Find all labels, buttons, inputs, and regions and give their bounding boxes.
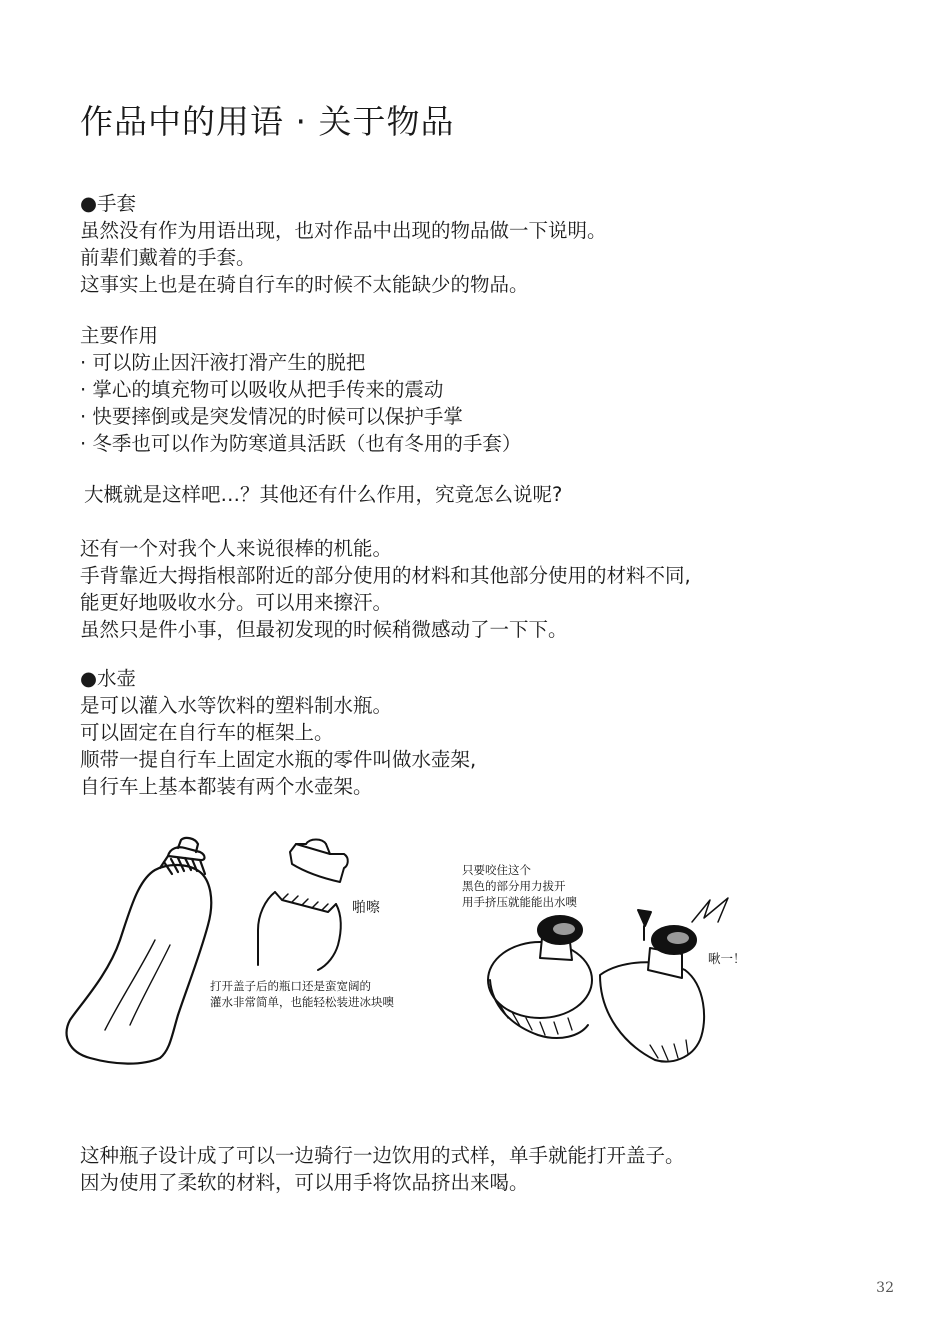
bottle-cap-open-drawing xyxy=(600,898,728,1062)
paragraph-line: 前辈们戴着的手套。 xyxy=(80,246,256,269)
paragraph-line: 顺带一提自行车上固定水瓶的零件叫做水壶架, xyxy=(80,748,477,771)
bottle-cap-closed-drawing xyxy=(488,916,592,1038)
page-number: 32 xyxy=(876,1280,894,1296)
uses-heading: 主要作用 xyxy=(80,324,159,347)
sfx-click: 啪嚓 xyxy=(352,900,380,916)
caption-line: 灌水非常简单，也能轻松装进冰块噢 xyxy=(210,995,394,1009)
closing-line: 这种瓶子设计成了可以一边骑行一边饮用的式样，单手就能打开盖子。 xyxy=(80,1144,685,1167)
caption-line: 打开盖子后的瓶口还是蛮宽阔的 xyxy=(210,979,371,993)
closing-line: 因为使用了柔软的材料，可以用手将饮品挤出来喝。 xyxy=(80,1171,529,1194)
water-bottle-drawing xyxy=(67,838,212,1064)
paragraph-line: 这事实上也是在骑自行车的时候不太能缺少的物品。 xyxy=(80,273,529,296)
list-item: · 快要摔倒或是突发情况的时候可以保护手掌 xyxy=(80,405,463,428)
sfx-squirt: 啾一！ xyxy=(708,951,746,966)
paragraph-line: 还有一个对我个人来说很棒的机能。 xyxy=(80,537,393,560)
section-heading-gloves: ●手套 xyxy=(80,192,137,215)
caption-line: 只要咬住这个 xyxy=(462,863,531,877)
caption-line: 黑色的部分用力拔开 xyxy=(462,879,566,893)
list-item: · 可以防止因汗液打滑产生的脱把 xyxy=(80,351,366,374)
list-item: · 冬季也可以作为防寒道具活跃（也有冬用的手套） xyxy=(80,432,522,455)
paragraph-line: 是可以灌入水等饮料的塑料制水瓶。 xyxy=(80,694,393,717)
caption-line: 用手挤压就能能出水噢 xyxy=(462,895,577,909)
page-title: 作品中的用语 · 关于物品 xyxy=(80,102,455,141)
remark-line: 大概就是这样吧…？其他还有什么作用，究竟怎么说呢? xyxy=(84,483,563,506)
paragraph-line: 能更好地吸收水分。可以用来擦汗。 xyxy=(80,591,393,614)
paragraph-line: 虽然没有作为用语出现，也对作品中出现的物品做一下说明。 xyxy=(80,219,607,242)
list-item: · 掌心的填充物可以吸收从把手传来的震动 xyxy=(80,378,444,401)
paragraph-line: 虽然只是件小事，但最初发现的时候稍微感动了一下下。 xyxy=(80,618,568,641)
paragraph-line: 手背靠近大拇指根部附近的部分使用的材料和其他部分使用的材料不同, xyxy=(80,564,691,587)
paragraph-line: 可以固定在自行车的框架上。 xyxy=(80,721,334,744)
paragraph-line: 自行车上基本都装有两个水壶架。 xyxy=(80,775,373,798)
water-bottle-illustration xyxy=(60,830,800,1075)
section-heading-bottle: ●水壶 xyxy=(80,667,137,690)
opened-bottle-drawing xyxy=(258,840,348,971)
